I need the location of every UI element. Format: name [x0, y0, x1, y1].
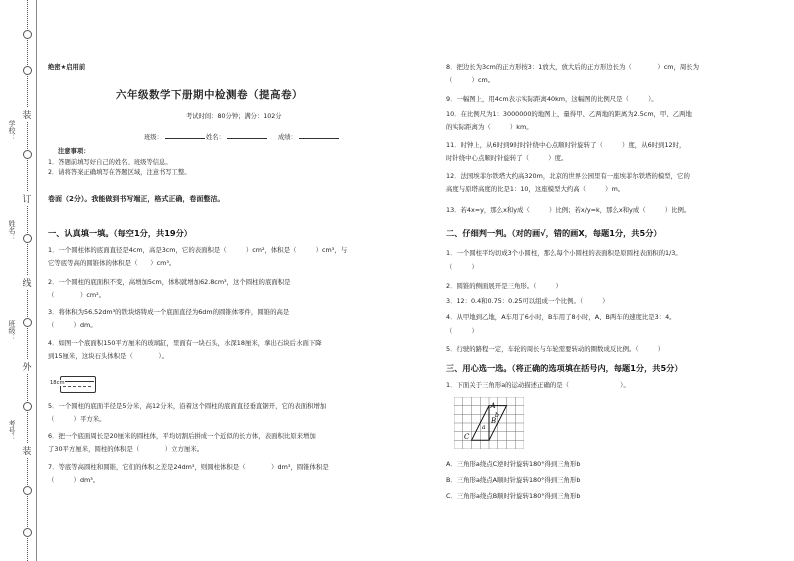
neatness-note: 卷面（2分）。我能做到书写端正，格式正确，卷面整洁。	[48, 195, 225, 203]
tank-depth-label: 18cm	[50, 380, 65, 386]
section1-title: 一、认真填一填。（每空1分，共19分）	[48, 228, 192, 238]
confidential-mark: 绝密★启用前	[48, 64, 86, 71]
triangle-a-label: a	[482, 424, 486, 431]
binding-char: 线	[21, 276, 33, 289]
exam-info: 考试时间：80分钟；满分：102分	[186, 113, 282, 120]
field-name[interactable]: 姓名：	[206, 132, 267, 141]
question-1-5: 5．一个圆柱的底面半径是5分米，高12分米，沿着这个圆柱的底面直径垂直锯开，它的表面积增加 （ ）平方米。	[48, 402, 327, 423]
question-1-9: 9．一幅图上，用4cm表示实际距离40km，这幅图的比例尺是（ ）。	[446, 95, 658, 103]
binding-hole	[23, 486, 32, 495]
field-class[interactable]: 班级：	[144, 132, 205, 141]
binding-hole	[23, 402, 32, 411]
binding-char: 外	[21, 360, 33, 373]
question-2-4: 4．从甲地到乙地，A车用了6小时，B车用了8小时，A、B两车的速度比是3：4。 （ ）	[446, 313, 676, 335]
question-1-4: 4．如图一个底面积150平方厘米的玻璃缸，里面有一块石头，水深18厘米，拿出石块后水面下降 到15厘米，这块石头体积是（ ）。	[48, 339, 322, 360]
field-score[interactable]: 成绩：	[278, 132, 339, 141]
notice-item: 2．请将答案正确填写在答题区域，注意书写工整。	[48, 169, 191, 176]
binding-hole	[23, 30, 32, 39]
point-c-label: C	[464, 433, 470, 441]
notice-title: 注意事项：	[58, 148, 90, 155]
binding-char: 装	[21, 444, 33, 457]
water-line-lower	[63, 386, 91, 387]
binding-label-school: 学校：	[8, 120, 16, 141]
binding-margin	[0, 0, 40, 561]
question-1-12: 12．法国埃菲尔铁塔大约高320m，北京的世界公园里有一座埃菲尔铁塔的模型，它的 高度与原塔高度的比是1：10，这座模型大约高（ ）m。	[446, 172, 690, 193]
binding-char: 订	[21, 192, 33, 205]
point-b-label: B	[491, 417, 497, 425]
question-2-2: 2．圆锥的侧面展开是三角形。（ ）	[446, 282, 562, 290]
option-c: C．三角形a绕点B顺时针旋转180°得到三角形b	[446, 492, 581, 500]
binding-label-name: 姓名：	[8, 220, 16, 241]
question-2-3: 3．12：0.4和0.75：0.25可以组成一个比例。（ ）	[446, 297, 609, 305]
section2-title: 二、仔细判一判。（对的画√，错的画X，每题1分，共5分）	[446, 228, 662, 238]
question-1-7: 7．等底等高圆柱和圆锥，它们的体积之差是24dm³，则圆柱体积是（ ）dm³，圆锥体积是 （ ）dm³。	[48, 463, 329, 484]
triangle-b-label: b	[495, 412, 499, 419]
question-1-11: 11．时钟上，从6时到9时时针绕中心点顺时针旋转了（ ）度，从6时到12时， 时针绕中心点顺时针旋转了（ ）度。	[446, 141, 686, 162]
question-1-6: 6．把一个底面周长是20厘米的圆柱体，平均切割后拼成一个近似的长方体，表面积比原来增加 了30平方厘米，圆柱的体积是（ ）立方厘米。	[48, 432, 316, 453]
point-a-label: A	[490, 402, 496, 410]
binding-hole	[23, 318, 32, 327]
section3-title: 三、用心选一选。（将正确的选项填在括号内，每题1分，共5分）	[446, 363, 683, 373]
page-title: 六年级数学下册期中检测卷（提高卷）	[116, 89, 303, 101]
binding-hole	[23, 150, 32, 159]
binding-hole	[23, 528, 32, 537]
option-b: B．三角形a绕点A顺时针旋转180°得到三角形b	[446, 476, 581, 484]
question-1-10: 10．在比例尺为1：3000000的地图上，量得甲、乙两地的距离为2.5cm，甲、乙两地 的实际距离为（ ）km。	[446, 110, 692, 131]
question-2-1: 1．一个圆柱平均切成3个小圆柱，那么每个小圆柱的表面积是原圆柱表面积的1/3。 （ ）	[446, 249, 682, 271]
water-line	[60, 381, 94, 382]
triangle-rotation-figure	[454, 397, 524, 449]
binding-label-class: 班级：	[8, 320, 16, 341]
binding-char: 装	[21, 108, 33, 121]
notice-item: 1．答题前填写好自己的姓名、班级等信息。	[48, 159, 172, 166]
binding-label-id: 考号：	[8, 420, 16, 441]
tank-outline	[60, 376, 96, 393]
question-1-13: 13．若4x=y，那么x和y成（ ）比例；若x/y=k，那么x和y成（ ）比例。	[446, 206, 691, 214]
question-2-5: 5．行驶的路程一定，车轮的周长与车轮需要转动的圈数成反比例。（ ）	[446, 345, 665, 353]
question-1-2: 2．一个圆柱的底面积不变，高增加5cm，体积就增加62.8cm³，这个圆柱的底面积是 （ ）cm²。	[48, 278, 291, 299]
question-1-3: 3．将体积为56.52dm³的铁块熔铸成一个底面直径为6dm的圆锥体零件，圆锥的高是 （ ）dm。	[48, 308, 290, 329]
question-1-8: 8．把边长为3cm的正方形按3：1放大，放大后的正方形边长为（ ）cm，周长为 （ ）cm。	[446, 63, 700, 84]
question-3-1: 1．下面关于三角形a的运动描述正确的是（ ）。	[446, 381, 630, 389]
option-a: A．三角形a绕点C逆时针旋转180°得到三角形b	[446, 460, 581, 468]
binding-solid-line	[36, 0, 37, 561]
binding-hole	[23, 66, 32, 75]
question-1-1: 1．一个圆柱体的底面直径是4cm，高是3cm，它的表面积是（ ）cm²，体积是（ ）cm³，与 它等底等高的圆锥体的体积是（ ）cm³。	[48, 246, 348, 267]
binding-hole	[23, 234, 32, 243]
glass-tank-figure	[50, 374, 100, 394]
